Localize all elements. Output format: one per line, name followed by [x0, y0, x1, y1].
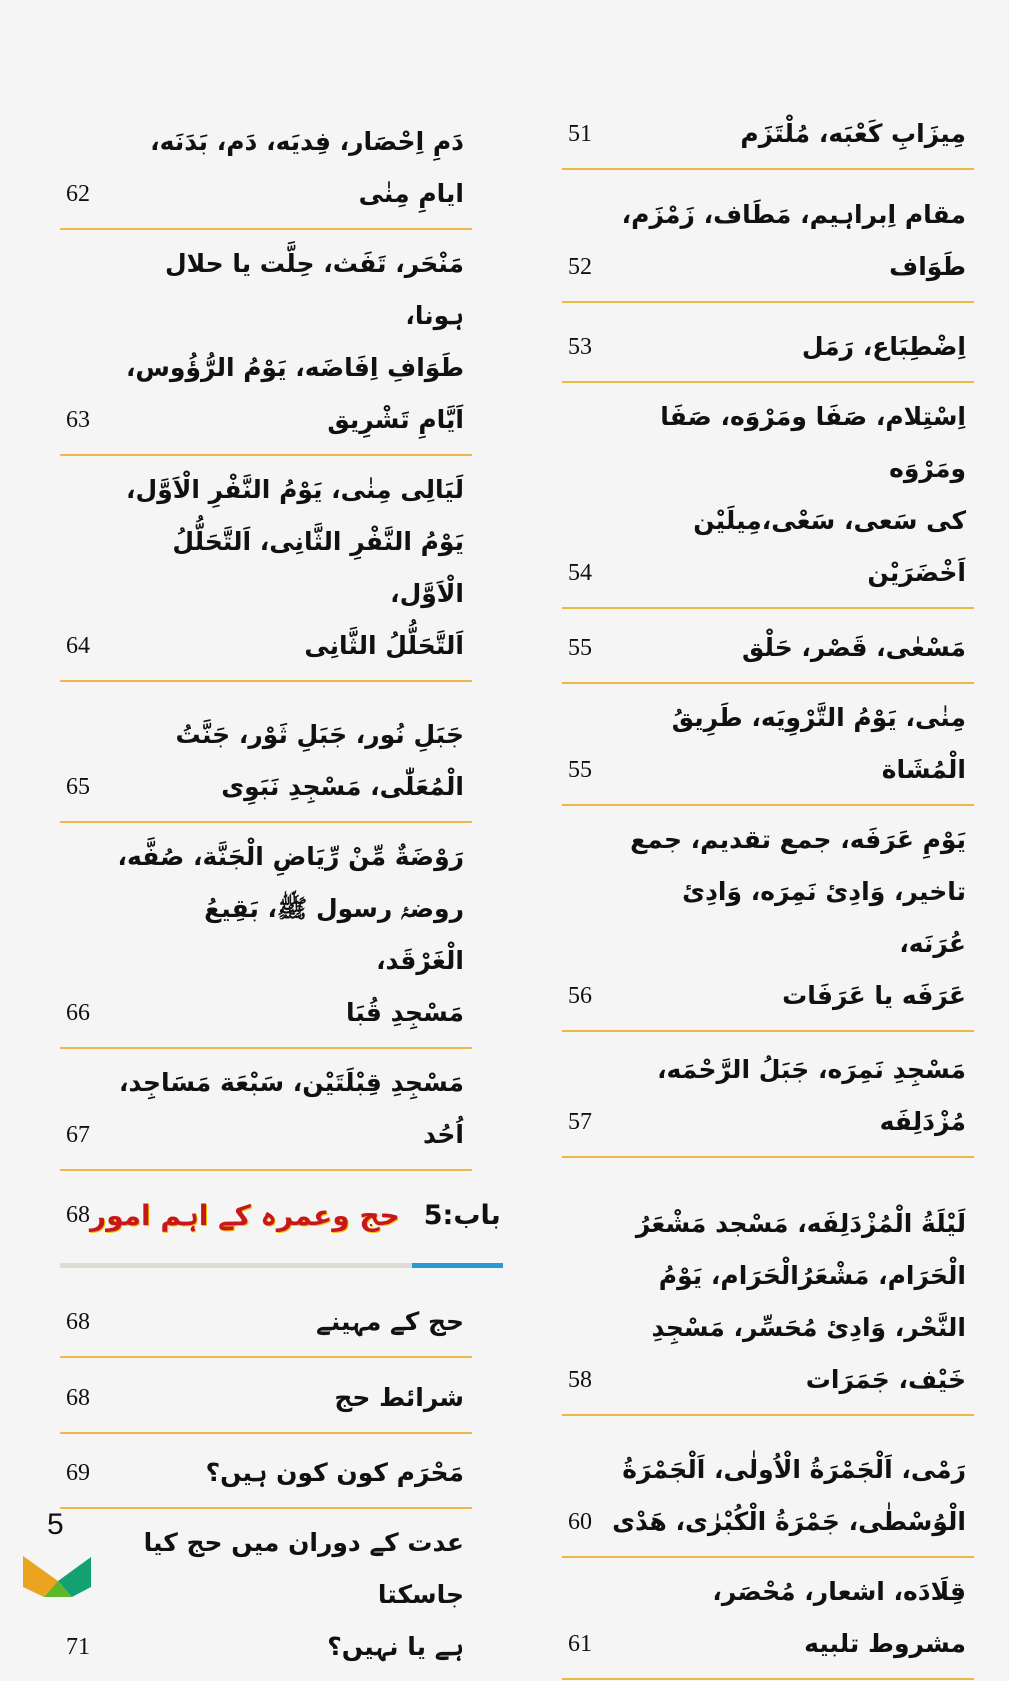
toc-entry-line: النَّحْر، وَادِئ مُحَسِّر، مَسْجِدِ [651, 1313, 966, 1342]
toc-entry-line: اُحُد [422, 1120, 464, 1149]
toc-entry[interactable] [562, 303, 974, 383]
toc-left-column [60, 100, 501, 1681]
toc-entry-line: طَوَافِ اِفَاضَه، یَوْمُ الرُّؤُوس، [125, 353, 464, 382]
toc-entry[interactable] [60, 456, 472, 682]
toc-entry-line: مَسْجِدِ قِبْلَتَیْن، سَبْعَة مَسَاجِد، [119, 1068, 464, 1097]
toc-entry[interactable] [60, 682, 472, 823]
toc-left-before [60, 100, 472, 1171]
toc-page-number: 61 [568, 1631, 592, 1657]
toc-entry[interactable] [562, 1416, 974, 1558]
toc-entry-title [60, 709, 472, 813]
toc-entry-line: الْوُسْطٰی، جَمْرَةُ الْکُبْرٰی، هَدْی [612, 1507, 966, 1536]
chapter-title: حج وعمرہ کے اہم امور [90, 1199, 400, 1232]
toc-entry[interactable] [60, 230, 472, 456]
toc-page-number: 68 [66, 1385, 90, 1411]
toc-entry-line: طَوَاف [889, 252, 966, 281]
chapter-heading-text [90, 1199, 501, 1232]
toc-entry-line: مَسْعٰی، قَصْر، حَلْق [741, 633, 966, 662]
toc-entry-line: مَسْجِدِ قُبَا [345, 998, 464, 1027]
toc-entry-title [562, 108, 974, 160]
toc-entry-title [60, 464, 472, 672]
toc-entry-line: اِسْتِلام، صَفَا ومَرْوَه، صَفَا ومَرْوَه [660, 402, 966, 483]
toc-entry-line: مِیزَابِ کَعْبَه، مُلْتَزَم [740, 119, 966, 148]
toc-entry[interactable] [562, 1558, 974, 1680]
toc-entry-line: کی سَعی، سَعْی،مِیلَیْن اَخْضَرَیْن [693, 506, 966, 587]
toc-entry[interactable] [562, 1158, 974, 1416]
toc-entry-line: تاخیر، وَادِئ نَمِرَه، وَادِئ عُرَنَه، [682, 877, 966, 958]
toc-entry-line: ہے یا نہیں؟ [327, 1632, 464, 1661]
toc-page-number: 71 [66, 1634, 90, 1660]
toc-entry-title [60, 831, 472, 1039]
toc-entry-line: مَنْحَر، تَفَث، حِلَّت یا حلال ہونا، [164, 249, 464, 330]
chapter-page-number: 68 [66, 1202, 90, 1228]
toc-entry-line: یَوْمِ عَرَفَه، جمع تقدیم، جمع [630, 825, 966, 854]
toc-entry-title [562, 391, 974, 599]
toc-entry-title [60, 1447, 472, 1499]
toc-entry-line: شرائط حج [334, 1383, 464, 1412]
toc-entry-line: روضۂ رسول ﷺ، بَقِیعُ الْغَرْقَد، [204, 894, 464, 975]
toc-entry[interactable] [60, 823, 472, 1049]
toc-entry-title [562, 622, 974, 674]
toc-page-number: 54 [568, 560, 592, 586]
toc-entry-line: مِنٰی، یَوْمُ التَّرْوِیَه، طَرِیقُ الْمُشَاة [671, 703, 966, 784]
toc-entry-title [562, 692, 974, 796]
toc-entry-title [562, 1444, 974, 1548]
toc-entry[interactable] [60, 1268, 472, 1358]
toc-page-number: 68 [66, 1309, 90, 1335]
toc-entry-line: قِلَادَه، اشعار، مُحْصَر، مشروط تلبیه [712, 1577, 966, 1658]
toc-page-number: 52 [568, 254, 592, 280]
toc-page-number: 53 [568, 334, 592, 360]
toc-entry[interactable] [562, 383, 974, 609]
toc-entry-line: رَوْضَةٌ مِّنْ رِّیَاضِ الْجَنَّة، صُفَّه، [117, 842, 464, 871]
toc-entry[interactable] [562, 609, 974, 684]
toc-left-after [60, 1268, 472, 1681]
toc-entry-title [562, 1566, 974, 1670]
toc-page-number: 67 [66, 1122, 90, 1148]
toc-page-number: 55 [568, 635, 592, 661]
toc-entry-title [60, 1296, 472, 1348]
toc-entry-line: عدت کے دوران میں حج کیا جاسکتا [143, 1528, 464, 1609]
toc-entry-title [60, 1517, 472, 1673]
toc-page-number: 60 [568, 1509, 592, 1535]
toc-entry-title [562, 321, 974, 373]
toc-entry-title [60, 1372, 472, 1424]
toc-entry-line: مقام اِبراہیم، مَطَاف، زَمْزَم، [621, 200, 966, 229]
toc-entry-title [562, 1044, 974, 1148]
publisher-logo-icon [22, 1553, 92, 1601]
toc-page-number: 62 [66, 181, 90, 207]
toc-entry-title [562, 814, 974, 1022]
toc-page-number: 55 [568, 757, 592, 783]
toc-entry-line: اَلتَّحَلُّلُ الثَّانِی [304, 631, 464, 660]
toc-entry-line: دَمِ اِحْصَار، فِدیَه، دَم، بَدَنَه، [150, 127, 464, 156]
toc-entry-line: مَسْجِدِ نَمِرَه، جَبَلُ الرَّحْمَه، [657, 1055, 966, 1084]
toc-entry[interactable] [60, 1434, 472, 1509]
toc-entry-line: رَمْی، اَلْجَمْرَةُ الْاُولٰی، اَلْجَمْرَةُ [622, 1455, 966, 1484]
toc-entry-line: یَوْمُ النَّفْرِ الثَّانِی، اَلتَّحَلُّلُ الْاَوَّل، [172, 527, 464, 608]
toc-page-number: 65 [66, 774, 90, 800]
toc-entry-line: اِضْطِبَاع، رَمَل [801, 332, 966, 361]
toc-entry-line: الْحَرَام، مَشْعَرُالْحَرَام، یَوْمُ [658, 1261, 966, 1290]
toc-entry-title [60, 1057, 472, 1161]
toc-entry-line: جَبَلِ نُور، جَبَلِ ثَوْر، جَنَّتُ [175, 720, 464, 749]
chapter-heading[interactable] [60, 1171, 503, 1268]
toc-page-number: 64 [66, 633, 90, 659]
toc-entry-line: عَرَفَه یا عَرَفَات [782, 981, 966, 1010]
toc-entry-title [60, 238, 472, 446]
toc-page-number: 66 [66, 1000, 90, 1026]
toc-right-column [562, 100, 974, 1680]
toc-entry[interactable] [562, 684, 974, 806]
toc-entry[interactable] [60, 1049, 472, 1171]
toc-page-number: 56 [568, 983, 592, 1009]
toc-page-number: 63 [66, 407, 90, 433]
toc-page-number: 57 [568, 1109, 592, 1135]
toc-entry-line: لَیَالِی مِنٰی، یَوْمُ النَّفْرِ الْاَوَّل، [126, 475, 464, 504]
toc-page-number: 58 [568, 1367, 592, 1393]
toc-entry-line: لَیْلَةُ الْمُزْدَلِفَه، مَسْجد مَشْعَرُ [635, 1209, 966, 1238]
page-number: 5 [47, 1508, 64, 1541]
toc-entry[interactable] [562, 1032, 974, 1158]
toc-entry-line: الْمُعَلّٰی، مَسْجِدِ نَبَوِی [221, 772, 464, 801]
toc-entry-line: حج کے مہینے [316, 1307, 464, 1336]
toc-entry[interactable] [60, 100, 472, 230]
toc-entry[interactable] [60, 1358, 472, 1434]
toc-entry-line: خَیْف، جَمَرَات [805, 1365, 966, 1394]
toc-entry-line: ایامِ مِنٰی [358, 179, 464, 208]
toc-entry[interactable] [562, 170, 974, 303]
toc-entry[interactable] [562, 100, 974, 170]
toc-entry-title [562, 1198, 974, 1406]
toc-entry-line: مُزْدَلِفَه [879, 1107, 966, 1136]
toc-entry[interactable] [60, 1509, 472, 1681]
chapter-label: باب:5 [423, 1200, 501, 1231]
toc-page-number: 69 [66, 1460, 90, 1486]
toc-page-number: 51 [568, 121, 592, 147]
toc-entry-title [60, 116, 472, 220]
toc-entry[interactable] [562, 806, 974, 1032]
toc-entry-line: اَیَّامِ تَشْرِیق [327, 405, 464, 434]
toc-entry-line: مَحْرَم کون کون ہیں؟ [205, 1458, 464, 1487]
toc-entry-title [562, 189, 974, 293]
